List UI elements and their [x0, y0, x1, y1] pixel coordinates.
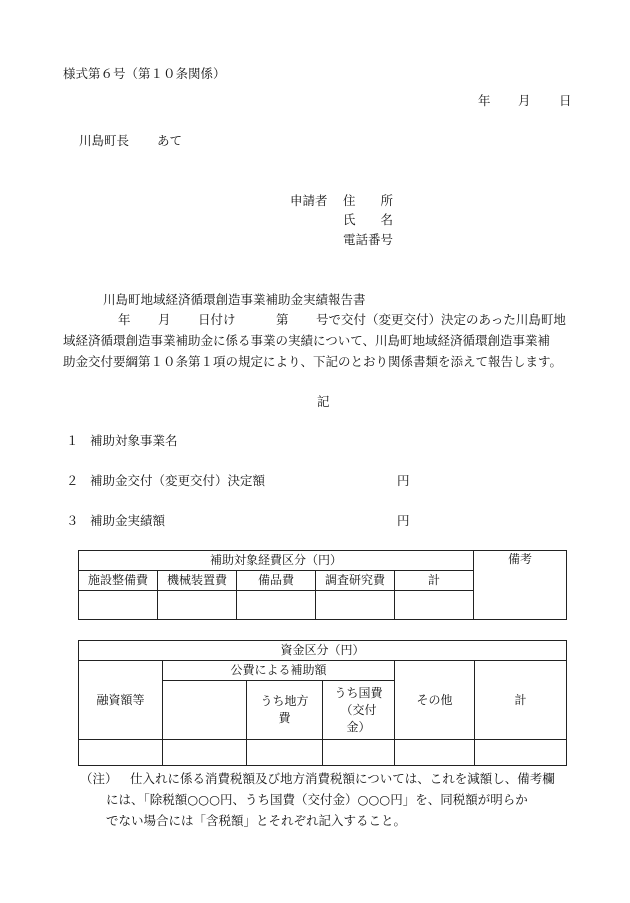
expense-header: 補助対象経費区分（円） — [79, 551, 474, 571]
fund-cell-financing — [79, 740, 163, 766]
body-month: 月 — [158, 312, 171, 327]
fund-national-line3: 金） — [346, 719, 371, 734]
fund-table — [78, 640, 567, 766]
body-line1-rest: 号で交付（変更交付）決定のあった川島町地 — [316, 312, 566, 327]
expense-cell-machinery — [158, 591, 237, 620]
fund-public-subsidy-blank — [163, 681, 247, 740]
form-number: 様式第６号（第１０条関係） — [63, 66, 226, 81]
body-line3: 助金交付要綱第１０条第１項の規定により、下記のとおり関係書類を添えて報告します。 — [63, 354, 563, 369]
fund-cell-total — [475, 740, 567, 766]
fund-public-subsidy-header: 公費による補助額 — [163, 661, 395, 681]
expense-cell-equipment — [237, 591, 316, 620]
body-dated: 日付け — [198, 312, 236, 327]
fund-local-cost-line2: 費 — [278, 711, 291, 725]
note-line1: 仕入れに係る消費税額及び地方消費税額については、これを減額し、備考欄 — [130, 771, 555, 786]
fund-header: 資金区分（円） — [79, 641, 567, 661]
body-year: 年 — [118, 312, 131, 327]
expense-col-facility: 施設整備費 — [79, 571, 158, 591]
fund-local-cost-header — [247, 681, 323, 740]
item-number: １ — [66, 433, 79, 448]
item-label-decision-amount: 補助金交付（変更交付）決定額 — [90, 473, 266, 488]
note-label: （注） — [80, 771, 118, 786]
fund-other-header: その他 — [395, 661, 475, 740]
fund-total-header: 計 — [475, 661, 567, 740]
item-number: ２ — [66, 473, 79, 488]
item-label-actual-amount: 補助金実績額 — [90, 513, 166, 528]
date-year: 年 — [478, 93, 491, 108]
fund-national-line1: うち国費 — [334, 685, 383, 700]
expense-col-research: 調査研究費 — [316, 571, 395, 591]
expense-col-total: 計 — [395, 571, 474, 591]
addressee-name: 川島町長 — [79, 133, 130, 148]
expense-remarks-header: 備考 — [474, 551, 567, 620]
ki-heading: 記 — [317, 394, 330, 409]
addressee-suffix: あて — [157, 133, 183, 148]
fund-cell-public — [163, 740, 247, 766]
item-unit-yen: 円 — [397, 473, 410, 488]
expense-col-equipment: 備品費 — [237, 571, 316, 591]
fund-local-cost-line1: うち地方 — [260, 694, 309, 708]
fund-national-header — [323, 681, 395, 740]
note-line3: でない場合には「含税額」とそれぞれ記入すること。 — [106, 813, 407, 828]
item-label-project-name: 補助対象事業名 — [90, 433, 178, 448]
expense-cell-research — [316, 591, 395, 620]
fund-cell-local — [247, 740, 323, 766]
expense-col-machinery: 機械装置費 — [158, 571, 237, 591]
expense-cell-facility — [79, 591, 158, 620]
item-number: ３ — [66, 513, 79, 528]
fund-cell-national — [323, 740, 395, 766]
item-unit-yen: 円 — [397, 513, 410, 528]
expense-table — [78, 550, 567, 620]
applicant-address-label: 住 所 — [343, 193, 394, 208]
expense-cell-total — [395, 591, 474, 620]
date-month: 月 — [518, 93, 531, 108]
applicant-name-label: 氏 名 — [343, 212, 394, 227]
applicant-label: 申請者 — [290, 193, 328, 208]
fund-cell-other — [395, 740, 475, 766]
report-title: 川島町地域経済循環創造事業補助金実績報告書 — [103, 292, 366, 307]
fund-national-line2: （交付 — [340, 702, 377, 717]
fund-financing-header: 融資額等 — [79, 661, 163, 740]
body-number-prefix: 第 — [276, 312, 289, 327]
applicant-phone-label: 電話番号 — [343, 232, 394, 247]
date-day: 日 — [559, 93, 572, 108]
body-line2: 域経済循環創造事業補助金に係る事業の実績について、川島町地域経済循環創造事業補 — [63, 333, 551, 348]
note-line2: には、「除税額○○○円、うち国費（交付金）○○○円」を、同税額が明らか — [106, 792, 528, 807]
